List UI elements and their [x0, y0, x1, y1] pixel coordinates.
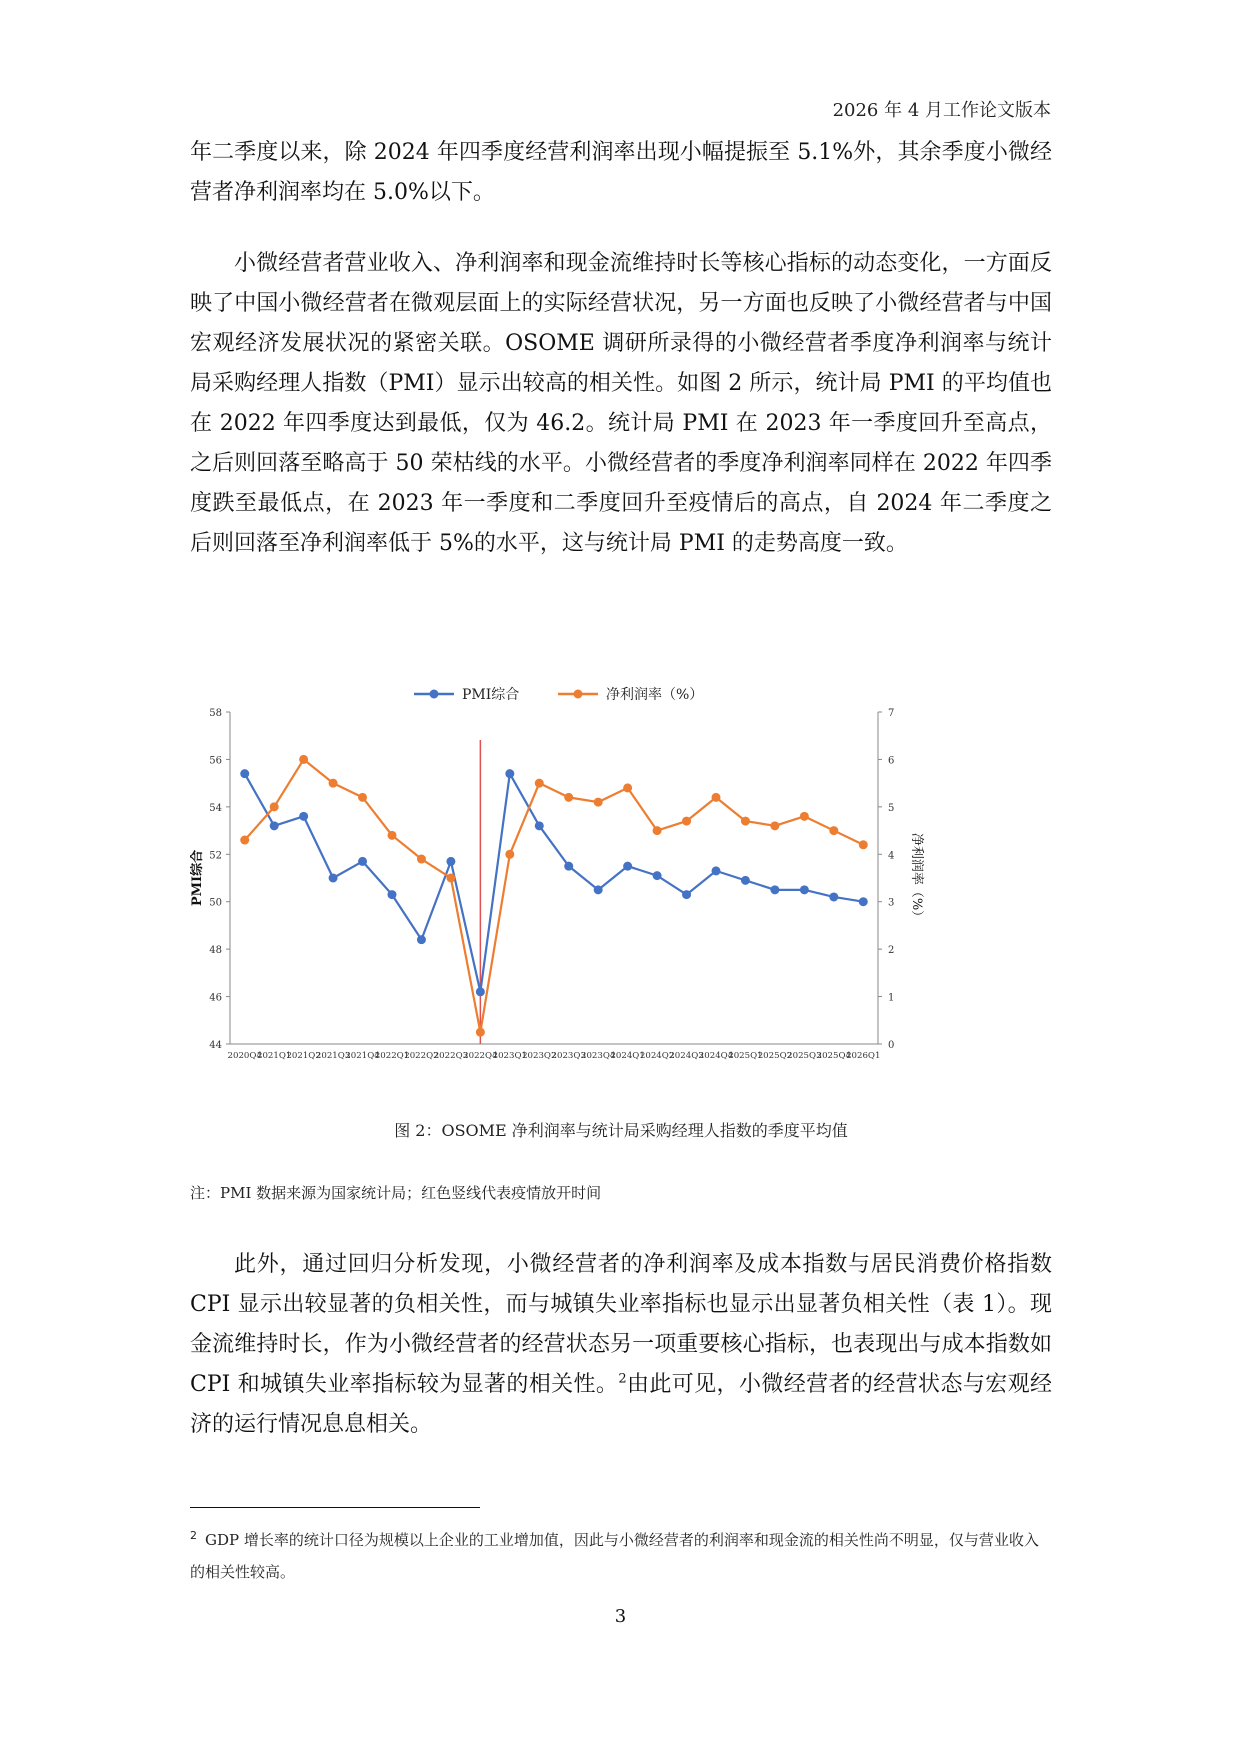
x-tick-label: 2022Q1 [374, 1051, 410, 1061]
data-point-profit [800, 812, 809, 821]
data-point-profit [329, 779, 338, 788]
y-tick-label-right: 2 [888, 945, 895, 957]
y-tick-label-left: 56 [209, 755, 222, 767]
y-tick-label-right: 7 [888, 708, 895, 719]
data-point-profit [829, 826, 838, 835]
data-point-pmi [859, 897, 868, 906]
y-tick-label-right: 6 [888, 755, 895, 767]
y-tick-label-left: 52 [209, 850, 222, 862]
x-tick-label: 2022Q3 [433, 1051, 469, 1061]
footnote-marker: 2 [190, 1529, 197, 1542]
x-tick-label: 2020Q4 [227, 1051, 262, 1061]
data-point-pmi [741, 876, 750, 885]
data-point-pmi [564, 862, 573, 871]
x-tick-label: 2024Q3 [669, 1051, 704, 1061]
chart-legend [414, 686, 703, 703]
data-point-pmi [505, 769, 514, 778]
data-point-profit [299, 755, 308, 764]
data-point-pmi [829, 892, 838, 901]
data-point-pmi [388, 890, 397, 899]
paragraph-3-tail: 由此可见，小微经营者的经营状态与宏观经济的运行情况息息相关。 [190, 1372, 1052, 1437]
y-axis-title-left: PMI综合 [190, 849, 205, 907]
paragraph-3 [190, 1245, 1052, 1445]
data-point-pmi [240, 769, 249, 778]
data-point-pmi [299, 812, 308, 821]
y-tick-label-left: 44 [209, 1040, 222, 1051]
y-tick-label-left: 58 [209, 708, 222, 719]
chart-marks [240, 740, 868, 1044]
footnote-ref[interactable]: 2 [618, 1371, 627, 1387]
x-tick-label: 2025Q3 [787, 1051, 822, 1061]
data-point-profit [682, 817, 691, 826]
data-point-pmi [535, 821, 544, 830]
figure-caption: 图 2：OSOME 净利润率与统计局采购经理人指数的季度平均值 [394, 1121, 848, 1140]
series-line-pmi [245, 774, 864, 992]
data-point-profit [653, 826, 662, 835]
paragraph-3-main: 此外，通过回归分析发现，小微经营者的净利润率及成本指数与居民消费价格指数 CPI 显示出较显著的负相关性，而与城镇失业率指标也显示出显著负相关性（表 1）。现金流维持时长，作为小微经营者的经营状态另一项重要核心指标，也表现出与成本指数如 CPI 和城镇失业率指标较为显著的相关性。 [190, 1252, 1052, 1397]
x-tick-label: 2024Q2 [639, 1051, 675, 1061]
x-tick-label: 2021Q1 [256, 1051, 292, 1061]
data-point-profit [712, 793, 721, 802]
data-point-pmi [358, 857, 367, 866]
x-tick-label: 2025Q1 [728, 1051, 763, 1061]
y-tick-label-right: 0 [888, 1040, 895, 1051]
data-point-profit [535, 779, 544, 788]
x-tick-label: 2022Q4 [463, 1051, 498, 1061]
data-point-pmi [623, 862, 632, 871]
y-tick-label-right: 4 [888, 850, 895, 862]
data-point-pmi [800, 885, 809, 894]
x-tick-label: 2024Q4 [698, 1051, 734, 1061]
x-tick-label: 2023Q3 [551, 1051, 586, 1061]
figure-note: 注：PMI 数据来源为国家统计局；红色竖线代表疫情放开时间 [190, 1184, 602, 1202]
data-point-pmi [270, 821, 279, 830]
y-tick-label-left: 48 [209, 945, 222, 957]
page-number: 3 [614, 1606, 627, 1627]
x-tick-label: 2023Q4 [580, 1051, 616, 1061]
x-tick-label: 2025Q4 [816, 1051, 852, 1061]
y-tick-label-left: 46 [209, 992, 222, 1004]
paragraph-2: 小微经营者营业收入、净利润率和现金流维持时长等核心指标的动态变化，一方面反映了中国小微经营者在微观层面上的实际经营状况，另一方面也反映了小微经营者与中国宏观经济发展状况的紧密关联。OSOME 调研所录得的小微经营者季度净利润率与统计局采购经理人指数（PMI）显示出较高的相关性。如图 2 所示，统计局 PMI 的平均值也在 2022 年四季度达到最低，仅为 46.2。统计局 PMI 在 2023 年一季度回升至高点，之后则回落至略高于 50 荣枯线的水平。小微经营者的季度净利润率同样在 2022 年四季度跌至最低点，在 2023 年一季度和二季度回升至疫情后的高点，自 2024 年二季度之后则回落至净利润率低于 5%的水平，这与统计局 PMI 的走势高度一致。 [190, 251, 1052, 556]
legend-pmi-label: PMI综合 [462, 687, 520, 703]
version-header: 2026 年 4 月工作论文版本 [832, 100, 1051, 121]
data-point-pmi [712, 866, 721, 875]
data-point-pmi [653, 871, 662, 880]
y-axis-title-right: 净利润率（%） [909, 832, 924, 924]
data-point-pmi [594, 885, 603, 894]
x-tick-label: 2021Q2 [286, 1051, 321, 1061]
paragraph-1: 年二季度以来，除 2024 年四季度经营利润率出现小幅提振至 5.1%外，其余季度小微经营者净利润率均在 5.0%以下。 [190, 140, 1052, 205]
y-tick-label-right: 3 [888, 897, 895, 909]
data-point-profit [417, 855, 426, 864]
legend-profit-label: 净利润率（%） [606, 687, 704, 703]
figure-2 [190, 672, 1052, 1072]
x-tick-label: 2026Q1 [846, 1051, 881, 1061]
data-point-profit [446, 874, 455, 883]
y-tick-label-right: 1 [888, 992, 895, 1004]
footnote-divider [190, 1507, 480, 1508]
data-point-pmi [329, 874, 338, 883]
x-tick-label: 2021Q3 [315, 1051, 351, 1061]
x-tick-label: 2024Q1 [610, 1051, 645, 1061]
data-point-profit [623, 783, 632, 792]
data-point-profit [770, 821, 779, 830]
y-tick-label-left: 54 [209, 802, 222, 814]
footnote [190, 1520, 1052, 1588]
data-point-pmi [682, 890, 691, 899]
data-point-pmi [770, 885, 779, 894]
data-point-pmi [417, 935, 426, 944]
data-point-profit [505, 850, 514, 859]
y-tick-label-right: 5 [888, 802, 895, 814]
data-point-pmi [446, 857, 455, 866]
data-point-profit [476, 1028, 485, 1037]
data-point-profit [358, 793, 367, 802]
series-line-profit [245, 759, 864, 1032]
data-point-profit [859, 840, 868, 849]
data-point-profit [270, 802, 279, 811]
x-tick-label: 2023Q1 [492, 1051, 528, 1061]
footnote-text: GDP 增长率的统计口径为规模以上企业的工业增加值，因此与小微经营者的利润率和现金流的相关性尚不明显，仅与营业收入的相关性较高。 [190, 1531, 1039, 1581]
x-tick-label: 2023Q2 [522, 1051, 557, 1061]
data-point-profit [594, 798, 603, 807]
data-point-profit [564, 793, 573, 802]
data-point-profit [388, 831, 397, 840]
x-tick-label: 2025Q2 [757, 1051, 793, 1061]
y-tick-label-left: 50 [209, 897, 222, 909]
data-point-profit [240, 836, 249, 845]
x-tick-label: 2022Q2 [404, 1051, 439, 1061]
data-point-pmi [476, 987, 485, 996]
x-tick-label: 2021Q4 [345, 1051, 380, 1061]
data-point-profit [741, 817, 750, 826]
pmi-profit-chart [190, 672, 1052, 1072]
